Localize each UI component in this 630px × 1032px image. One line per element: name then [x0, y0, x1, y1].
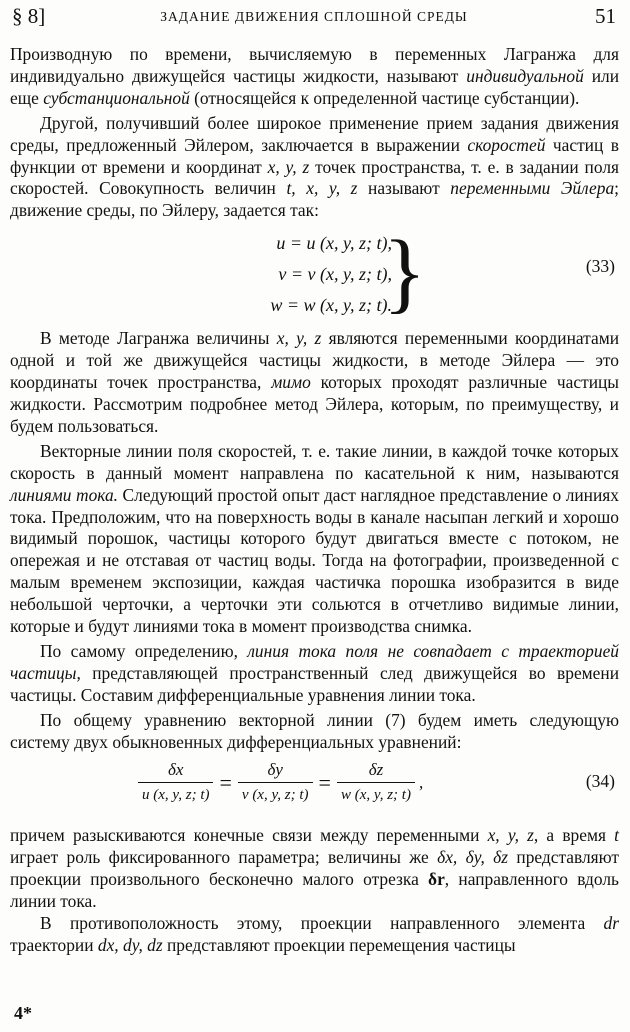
equation-line: v = v (x, y, z; t),: [278, 264, 392, 285]
italic-run: скоростей: [467, 134, 546, 155]
text-run: Производную по времени, вычисляемую в переменных Лагранжа для индивидуально движущейся частицы жидкости, называют: [10, 44, 619, 86]
fraction-row: [138, 759, 423, 807]
italic-run: dx, dy, dz: [97, 935, 163, 955]
right-brace: }: [383, 223, 427, 323]
bold-run: δr: [428, 869, 445, 890]
italic-run: x, y, z: [487, 825, 534, 846]
page-body: [10, 44, 619, 957]
fraction-numerator: δz: [368, 760, 384, 780]
text-run: Другой, получивший более широкое применение прием задания движения среды, предложенный Эйлером, заключается в выражении: [10, 112, 619, 155]
text-run: являются переменными координатами одной и той же движущейся частицы жидкости, в методе Эйлера — это координаты точек пространства,: [10, 328, 620, 393]
text-run: ; движение среды, по Эйлеру, задается так:: [10, 178, 619, 221]
text-run: представляющей пространственный след движущейся во времени частицы. Составим дифференциальные уравнения линии тока.: [10, 662, 619, 705]
paragraph: [10, 113, 619, 223]
text-run: которых проходят различные частицы жидкости. Рассмотрим подробнее метод Эйлера, которым, по преимуществу, и будем пользоваться.: [10, 372, 619, 436]
italic-run: t: [614, 825, 619, 846]
text-run: причем разыскиваются конечные связи между переменными: [10, 825, 488, 846]
fraction-numerator: δx: [168, 760, 184, 780]
text-run: , направленного вдоль линии тока.: [10, 869, 619, 912]
italic-run: t, x, y, z: [286, 178, 358, 199]
trailing-comma: ,: [418, 773, 424, 793]
page-number: 51: [595, 4, 616, 28]
text-run: По общему уравнению векторной линии (7) будем иметь следующую систему двух обыкновенных дифференциальных уравнений:: [10, 709, 619, 752]
text-run: Векторные линии поля скоростей, т. е. такие линии, в каждой точке которых скорость в данный момент направлена по касательной к ним, называются: [10, 440, 619, 483]
fraction-denominator: w (x, y, z; t): [337, 782, 415, 807]
text-run: , а время: [533, 825, 615, 846]
equation-34: [10, 753, 619, 825]
italic-run: dr: [603, 913, 619, 934]
signature-mark: 4*: [14, 1003, 32, 1023]
italic-run: линиями тока.: [10, 484, 119, 505]
text-run: точек пространства, т. е. в задании поля скоростей. Совокупность величин: [10, 156, 619, 199]
section-marker: § 8]: [12, 4, 46, 28]
text-run: представляют проекции произвольного бесконечно малого отрезка: [10, 847, 620, 890]
text-run: Следующий простой опыт даст наглядное представление о линиях тока. Предположим, что на поверхность воды в канале насыпан легкий и хорошо видимый порошок, частицы которого будут двигаться вместе с потоком, не опережая и не отставая от частиц воды. Тогда на фотографии, произведенной с малым временем экспозиции, каждая частичка порошка изобразится в виде небольшой черточки, а черточки эти сольются в отчетливо видимые линии, которые и будут линиями тока в момент производства снимка.: [10, 484, 619, 637]
equals-sign: =: [318, 770, 331, 796]
fraction-numerator: δy: [267, 760, 283, 780]
equals-sign: =: [219, 770, 232, 796]
paragraph: [10, 44, 619, 110]
paragraph: [10, 913, 619, 957]
paragraph: [10, 641, 619, 707]
text-run: частиц в функции от времени и координат: [10, 134, 619, 177]
text-run: представляют проекции перемещения частицы: [162, 935, 516, 955]
paragraph: [10, 441, 619, 638]
fraction-denominator: v (x, y, z; t): [238, 782, 313, 807]
paragraph: [10, 328, 619, 438]
equation-number: (33): [585, 256, 615, 277]
text-run: В противоположность этому, проекции направленного элемента: [40, 913, 604, 934]
text-run: По самому определению,: [40, 640, 248, 661]
text-run: называют: [357, 178, 451, 199]
equation-line: u = u (x, y, z; t),: [276, 233, 392, 254]
fraction: [337, 759, 415, 807]
equation-number: (34): [585, 771, 615, 792]
equation-line: w = w (x, y, z; t).: [270, 295, 392, 316]
text-run: играет роль фиксированного параметра; величины же: [10, 847, 438, 868]
italic-run: индивидуальной: [466, 65, 584, 86]
running-title: ЗАДАНИЕ ДВИЖЕНИЯ СПЛОШНОЙ СРЕДЫ: [160, 9, 468, 24]
running-header: [12, 4, 616, 30]
text-run: или еще: [10, 65, 619, 108]
fraction-denominator: u (x, y, z; t): [138, 782, 213, 807]
italic-run: линия тока поля не совпадает с траекторией частицы,: [10, 640, 619, 683]
italic-run: x, y, z: [267, 156, 310, 177]
italic-run: мимо: [271, 372, 311, 393]
italic-run: субстанциональной: [43, 87, 190, 108]
italic-run: переменными Эйлера: [450, 178, 615, 199]
equation-lines: [216, 228, 406, 321]
italic-run: δx, δy, δz: [437, 847, 509, 868]
equation-33: [10, 222, 619, 328]
fraction: [238, 759, 313, 807]
italic-run: x, y, z: [276, 328, 322, 349]
fraction: [138, 759, 213, 807]
text-run: (относящейся к определенной частице субстанции).: [189, 87, 580, 108]
text-run: В методе Лагранжа величины: [40, 328, 277, 349]
paragraph: [10, 825, 619, 913]
text-run: траектории: [10, 935, 98, 955]
paragraph: [10, 710, 619, 754]
